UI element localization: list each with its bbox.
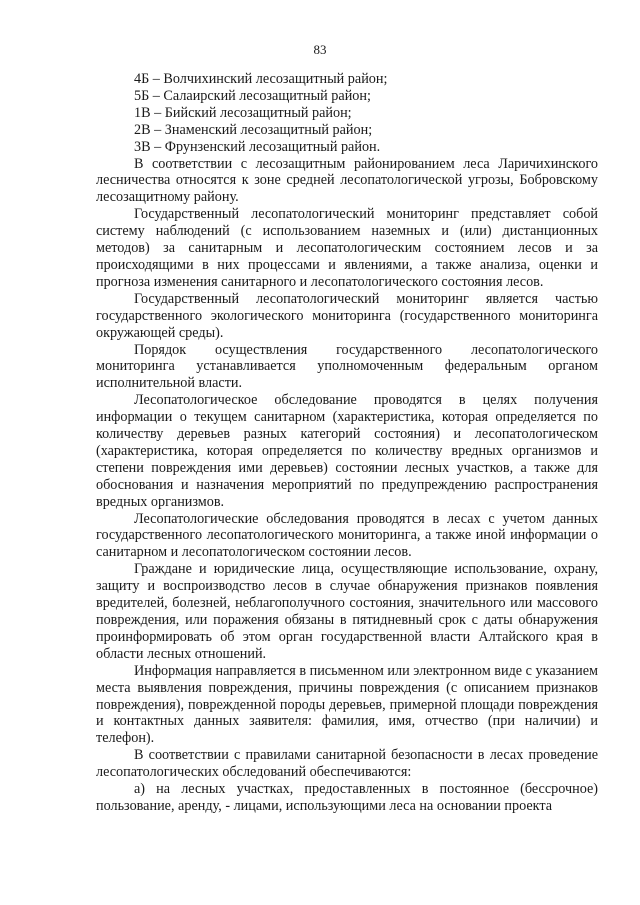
document-body <box>96 71 598 815</box>
paragraph: Государственный лесопатологический мониторинг представляет собой систему наблюдений (с использованием наземных и (или) дистанционных методов) за санитарным и лесопатологическим состоянием лесов и за происходящими в них процессами и явлениями, а также анализа, оценки и прогноза изменения санитарного и лесопатологического состояния лесов. <box>96 206 598 290</box>
paragraph: Лесопатологическое обследование проводятся в целях получения информации о текущем санитарном (характеристика, которая определяется по количеству деревьев разных категорий состояния) и лесопатологическом (характеристика, которая определяется по количеству вредных организмов и степени повреждения ими деревьев) состоянии лесных участков, а также для обоснования и назначения мероприятий по предупреждению распространения вредных организмов. <box>96 392 598 510</box>
list-item: 1В – Бийский лесозащитный район; <box>134 104 352 121</box>
paragraph: Информация направляется в письменном или электронном виде с указанием места выявления повреждения, причины повреждения (с описанием признаков повреждения), поврежденной породы деревьев, примерной площади повреждения и контактных данных заявителя: фамилия, имя, отчество (при наличии) и телефон). <box>96 662 598 747</box>
list-item: 4Б – Волчихинский лесозащитный район; <box>134 71 388 87</box>
list-item: 5Б – Салаирский лесозащитный район; <box>134 87 371 104</box>
paragraph: В соответствии с правилами санитарной безопасности в лесах проведение лесопатологических обследований обеспечиваются: <box>96 747 598 781</box>
paragraph: В соответствии с лесозащитным районированием леса Ларичихинского лесничества относятся к зоне средней лесопатологической угрозы, Бобровскому лесозащитному району. <box>96 155 598 206</box>
paragraph: Лесопатологические обследования проводятся в лесах с учетом данных государственного лесопатологического мониторинга, а также иной информации о санитарном и лесопатологическом состоянии лесов. <box>96 510 598 561</box>
paragraph: Государственный лесопатологический мониторинг является частью государственного экологического мониторинга (государственного мониторинга окружающей среды). <box>96 290 598 341</box>
list-item: 3В – Фрунзенский лесозащитный район. <box>134 138 381 155</box>
paragraph: Порядок осуществления государственного лесопатологического мониторинга устанавливается уполномоченным федеральным органом исполнительной власти. <box>96 341 598 392</box>
paragraph: а) на лесных участках, предоставленных в постоянное (бессрочное) пользование, аренду, - лицами, использующими леса на основании проекта <box>96 781 598 814</box>
page-number: 83 <box>313 42 327 57</box>
paragraph: Граждане и юридические лица, осуществляющие использование, охрану, защиту и воспроизводство лесов в случае обнаружения признаков появления вредителей, болезней, неблагополучного состояния, значительного или массового повреждения, или поражения обязаны в пятидневный срок с даты обнаружения проинформировать об этом орган государственной власти Алтайского края в области лесных отношений. <box>96 561 598 662</box>
list-item: 2В – Знаменский лесозащитный район; <box>134 121 373 138</box>
